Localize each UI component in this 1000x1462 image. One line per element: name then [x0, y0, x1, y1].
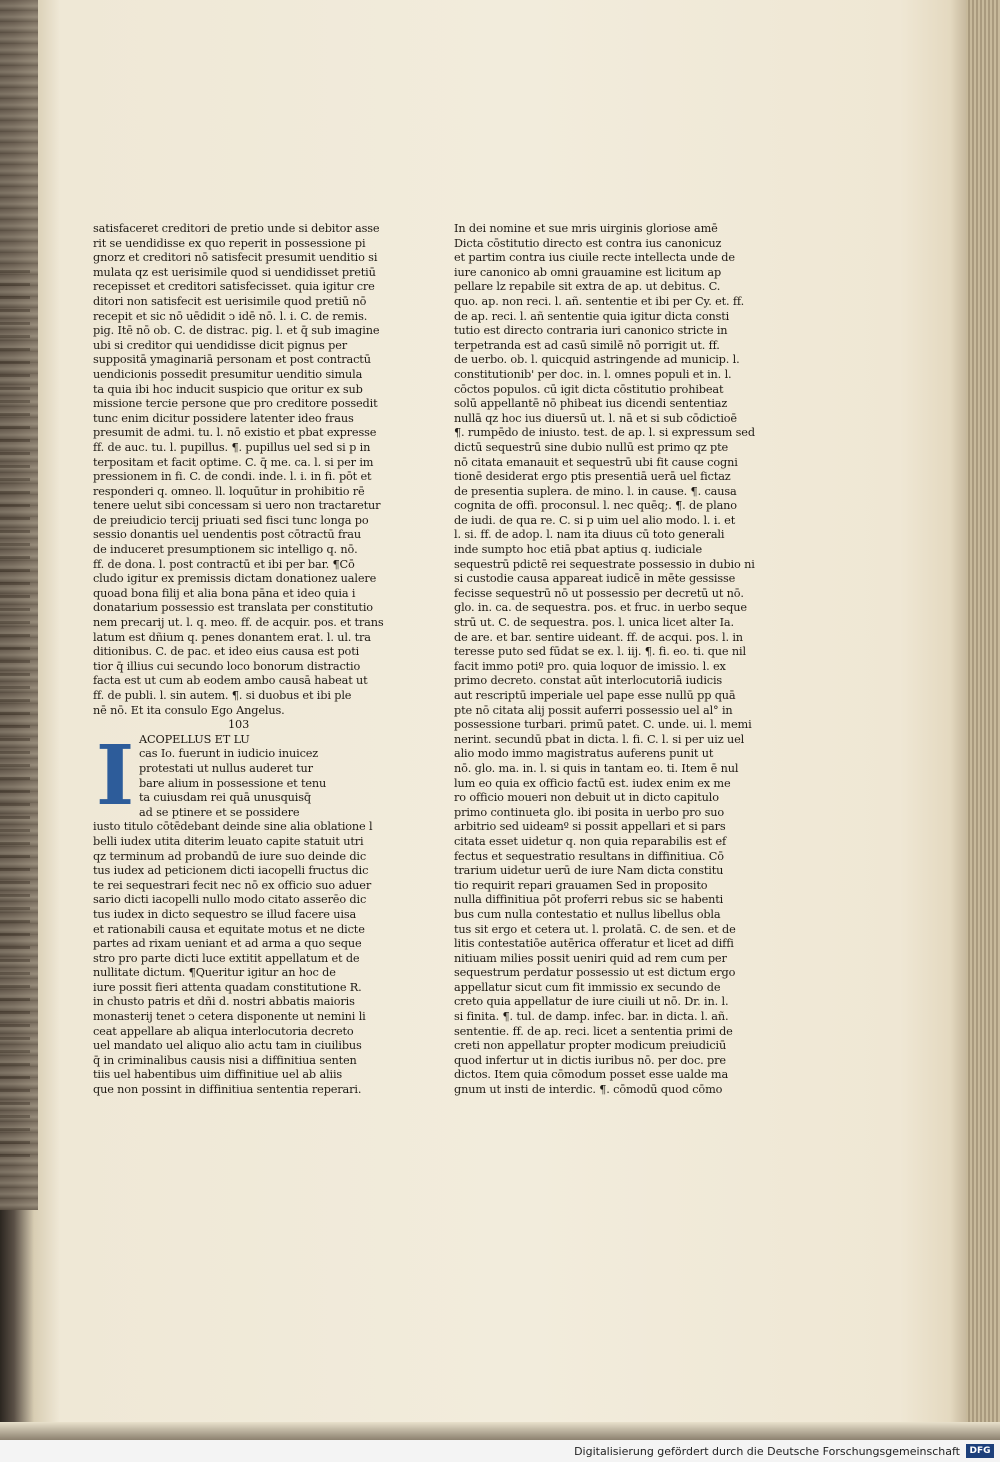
- text-line: nē nō. Et ita consulo Ego Angelus.: [93, 703, 285, 717]
- text-line: gnum ut insti de interdic. ¶. cōmodū quod cōmo: [454, 1083, 723, 1097]
- text-line: litis contestatiōe autērica offeratur et licet ad diffi: [454, 937, 734, 951]
- text-line: latum est dñium q. penes donantem erat. l. ul. tra: [93, 630, 371, 644]
- text-line: quo. ap. non reci. l. añ. sententie et ibi per Cy. et. ff.: [454, 294, 745, 308]
- text-line: stro pro parte dicti luce extitit appellatum et de: [93, 951, 360, 965]
- text-line: protestati ut nullus auderet tur: [139, 761, 313, 775]
- text-line: cludo igitur ex premissis dictam donationez ualere: [93, 572, 377, 586]
- text-line: ditori non satisfecit est uerisimile quod pretiū nō: [93, 294, 367, 308]
- text-line: bare alium in possessione et tenu: [139, 776, 327, 790]
- text-line: de induceret presumptionem sic intelligo q. nō.: [93, 543, 358, 557]
- text-line: nullā qz hoc ius diuersū ut. l. nā et si sub cōdictioē: [454, 411, 737, 425]
- text-line: tionē desiderat ergo ptis presentiā uerā uel fictaz: [454, 470, 731, 484]
- right-text-column: [454, 222, 755, 1098]
- text-line: nerint. secundū pbat in dicta. l. fi. C. l. si per uiz uel: [454, 732, 745, 746]
- dfg-logo: DFG: [966, 1444, 994, 1458]
- left-column-lower-text: [93, 820, 373, 1097]
- text-line: monasterij tenet ↄ cetera disponente ut nemini li: [93, 1010, 366, 1024]
- text-line: facta est ut cum ab eodem ambo causā habeat ut: [93, 674, 368, 688]
- text-line: de uerbo. ob. l. quicquid astringende ad municip. l.: [454, 353, 740, 367]
- text-line: gnorz et creditori nō satisfecit presumit uenditio si: [93, 251, 378, 265]
- text-line: quod infertur ut in dictis iuribus nō. per doc. pre: [454, 1053, 726, 1067]
- text-line: fectus et sequestratio resultans in diffinitiua. Cō: [454, 849, 724, 863]
- text-line: de preiudicio tercij priuati sed fisci tunc longa po: [93, 513, 369, 527]
- text-line: ta quia ibi hoc inducit suspicio que oritur ex sub: [93, 382, 363, 396]
- text-line: et rationabili causa et equitate motus et ne dicte: [93, 922, 365, 936]
- text-line: pte nō citata alij possit auferri possessio uel al° in: [454, 703, 733, 717]
- text-line: mulata qz est uerisimile quod si uendidisset pretiū: [93, 265, 376, 279]
- text-line: ceat appellare ab aliqua interlocutoria decreto: [93, 1024, 354, 1038]
- text-line: dictū sequestrū sine dubio nullū est primo qz pte: [454, 440, 729, 454]
- text-line: te rei sequestrari fecit nec nō ex officio suo aduer: [93, 878, 372, 892]
- text-line: facit immo potiº pro. quia loquor de imissio. l. ex: [454, 659, 726, 673]
- text-line: qz terminum ad probandū de iure suo deinde dic: [93, 849, 367, 863]
- text-line: cōctos populos. cū igit dicta cōstitutio prohibeat: [454, 382, 724, 396]
- text-line: ¶. rumpēdo de iniusto. test. de ap. l. si expressum sed: [454, 426, 755, 440]
- text-line: teresse puto sed fūdat se ex. l. iij. ¶. fi. eo. ti. que nil: [454, 645, 746, 659]
- text-line: ta cuiusdam rei quā unusquisq̄: [139, 791, 311, 805]
- text-line: glo. in. ca. de sequestra. pos. et fruc. in uerbo seque: [454, 601, 747, 615]
- footer-bar: [0, 1440, 1000, 1462]
- text-line: pressionem in fi. C. de condi. inde. l. i. in fi. pōt et: [93, 470, 372, 484]
- facing-page-bleed: [0, 260, 30, 1160]
- text-line: uendicionis possedit presumitur uenditio simula: [93, 367, 363, 381]
- text-line: terpositam et facit optime. C. q̄ me. ca. l. si per im: [93, 455, 374, 469]
- text-line: nulla diffinitiua pōt proferri rebus sic se habenti: [454, 893, 724, 907]
- text-line: et partim contra ius ciuile recte intellecta unde de: [454, 251, 735, 265]
- text-line: ditionibus. C. de pac. et ideo eius causa est poti: [93, 645, 360, 659]
- text-line: dictos. Item quia cōmodum posset esse ualde ma: [454, 1068, 729, 1082]
- text-line: de iudi. de qua re. C. si p uim uel alio modo. l. i. et: [454, 513, 736, 527]
- text-line: sequestrū pdictē rei sequestrate possessio in dubio ni: [454, 557, 755, 571]
- text-line: nem precarij ut. l. q. meo. ff. de acquir. pos. et trans: [93, 616, 384, 630]
- text-line: nō. glo. ma. in. l. si quis in tantam eo. ti. Item ē nul: [454, 761, 739, 775]
- text-line: satisfaceret creditori de pretio unde si debitor asse: [93, 222, 380, 235]
- text-line: ff. de dona. l. post contractū et ibi per bar. ¶Cō: [93, 557, 355, 571]
- text-line: aut rescriptū imperiale uel pape esse nullū pp quā: [454, 689, 736, 702]
- text-line: primo continueta glo. ibi posita in uerbo pro suo: [454, 805, 725, 819]
- text-line: cognita de offi. proconsul. l. nec quēq;. ¶. de plano: [454, 499, 737, 513]
- text-line: que non possint in diffinitiua sententia reperari.: [93, 1083, 362, 1097]
- text-line: sequestrum perdatur possessio ut est dictum ergo: [454, 966, 736, 980]
- text-line: sessio donantis uel uendentis post cōtractū frau: [93, 528, 361, 542]
- text-line: donatarium possessio est translata per constitutio: [93, 601, 373, 615]
- text-line: sario dicti iacopelli nullo modo citato asserēo dic: [93, 893, 367, 907]
- text-line: pig. Itē nō ob. C. de distrac. pig. l. et q̄ sub imagine: [93, 324, 380, 338]
- text-line: tutio est directo contraria iuri canonico stricte in: [454, 324, 728, 338]
- text-line: partes ad rixam ueniant et ad arma a quo seque: [93, 937, 362, 951]
- right-column-text: [454, 222, 755, 1098]
- right-page-stack: [966, 0, 1000, 1440]
- text-line: alio modo immo magistratus auferens punit ut: [454, 747, 714, 761]
- decorated-initial: I: [95, 727, 135, 824]
- text-line: ff. de auc. tu. l. pupillus. ¶. pupillus uel sed si p in: [93, 440, 371, 454]
- text-line: In dei nomine et sue mris uirginis gloriose amē: [454, 222, 718, 235]
- text-line: recepisset et creditori satisfecisset. quia igitur cre: [93, 280, 375, 294]
- text-line: tus iudex in dicto sequestro se illud facere uisa: [93, 907, 357, 921]
- text-line: ad se ptinere et se possidere: [139, 805, 300, 819]
- text-line: bus cum nulla contestatio et nullus libellus obla: [454, 907, 721, 921]
- text-line: presumit de admi. tu. l. nō existio et pbat expresse: [93, 426, 377, 440]
- text-line: tus iudex ad peticionem dicti iacopelli fructus dic: [93, 864, 369, 878]
- text-line: cas Io. fuerunt in iudicio inuicez: [139, 747, 319, 761]
- text-line: nō citata emanauit et sequestrū ubi fit cause cogni: [454, 455, 738, 469]
- text-line: Dicta cōstitutio directo est contra ius canonicuz: [454, 236, 722, 250]
- text-line: recepit et sic nō uēdidit ↄ idē nō. l. i. C. de remis.: [93, 309, 368, 323]
- text-line: citata esset uidetur q. non quia reparabilis est ef: [454, 834, 727, 848]
- text-line: iure canonico ab omni grauamine est licitum ap: [454, 265, 722, 279]
- text-line: strū ut. C. de sequestra. pos. l. unica licet alter Ia.: [454, 616, 734, 630]
- page-bottom-edge: [0, 1422, 1000, 1440]
- text-line: quoad bona filij et alia bona pāna et ideo quia i: [93, 586, 356, 600]
- text-line: tus sit ergo et cetera ut. l. prolatā. C. de sen. et de: [454, 922, 736, 936]
- text-line: nullitate dictum. ¶Queritur igitur an hoc de: [93, 966, 336, 980]
- text-line: tenere uelut sibi concessam si uero non tractaretur: [93, 499, 381, 513]
- text-line: uel mandato uel aliquo alio actu tam in ciuilibus: [93, 1039, 362, 1053]
- text-line: iure possit fieri attenta quadam constitutione R.: [93, 980, 362, 994]
- text-line: si finita. ¶. tul. de damp. infec. bar. in dicta. l. añ.: [454, 1010, 729, 1024]
- text-line: trarium uidetur uerū de iure Nam dicta constitu: [454, 864, 724, 878]
- text-line: solū appellantē nō phibeat ius dicendi sententiaz: [454, 397, 728, 411]
- text-line: iusto titulo cōtēdebant deinde sine alia oblatione l: [93, 820, 373, 834]
- text-line: tunc enim dicitur possidere latenter ideo fraus: [93, 411, 354, 425]
- folio-number: 103: [228, 718, 250, 732]
- text-line: de presentia suplera. de mino. l. in cause. ¶. causa: [454, 484, 737, 498]
- left-column-upper-text: [93, 222, 384, 718]
- text-line: ACOPELLUS ET LU: [139, 732, 250, 746]
- text-line: inde sumpto hoc etiā pbat aptius q. iudiciale: [454, 543, 702, 557]
- footer-credit: Digitalisierung gefördert durch die Deutsche Forschungsgemeinschaft: [574, 1445, 960, 1458]
- text-line: tior q̄ illius cui secundo loco bonorum distractio: [93, 659, 361, 673]
- text-line: constitutionib' per doc. in. l. omnes populi et in. l.: [454, 367, 732, 381]
- text-line: primo decreto. constat aūt interlocutoriā iudicis: [454, 674, 723, 688]
- text-line: appellatur sicut cum fit immissio ex secundo de: [454, 980, 721, 994]
- text-line: fecisse sequestrū nō ut possessio per decretū ut nō.: [454, 586, 744, 600]
- text-line: ff. de publi. l. sin autem. ¶. si duobus et ibi ple: [93, 689, 352, 702]
- text-line: creti non appellatur propter modicum preiudiciū: [454, 1039, 727, 1053]
- text-line: de are. et bar. sentire uideant. ff. de acqui. pos. l. in: [454, 630, 743, 644]
- text-line: ubi si creditor qui uendidisse dicit pignus per: [93, 338, 348, 352]
- left-text-column: [93, 222, 384, 1098]
- text-line: pellare lz repabile sit extra de ap. ut debitus. C.: [454, 280, 721, 294]
- text-line: suppositā ymaginariā personam et post contractū: [93, 353, 371, 367]
- text-line: si custodie causa appareat iudicē in mēte gessisse: [454, 572, 736, 586]
- text-line: ro officio moueri non debuit ut in dicto capitulo: [454, 791, 719, 805]
- text-line: q̄ in criminalibus causis nisi a diffinitiua senten: [93, 1053, 357, 1067]
- text-line: possessione turbari. primū patet. C. unde. ui. l. memi: [454, 718, 752, 732]
- text-line: nitiuam milies possit ueniri quid ad rem cum per: [454, 951, 727, 965]
- text-line: terpetranda est ad casū similē nō porrigit ut. ff.: [454, 338, 720, 352]
- text-line: de ap. reci. l. añ sententie quia igitur dicta consti: [454, 309, 730, 323]
- text-line: missione tercie persone que pro creditore possedit: [93, 397, 378, 411]
- text-line: sententie. ff. de ap. reci. licet a sententia primi de: [454, 1024, 733, 1038]
- text-line: in chusto patris et dñi d. nostri abbatis maioris: [93, 995, 355, 1009]
- text-line: tio requirit repari grauamen Sed in proposito: [454, 878, 708, 892]
- text-line: rit se uendidisse ex quo reperit in possessione pi: [93, 236, 366, 250]
- text-line: belli iudex utita diterim leuato capite statuit utri: [93, 834, 364, 848]
- text-line: creto quia appellatur de iure ciuili ut nō. Dr. in. l.: [454, 995, 729, 1009]
- text-line: lum eo quia ex officio factū est. iudex enim ex me: [454, 776, 731, 790]
- text-line: l. si. ff. de adop. l. nam ita diuus cū toto generali: [454, 528, 725, 542]
- text-line: responderi q. omneo. ll. loquūtur in prohibitio rē: [93, 484, 365, 498]
- text-line: tiis uel habentibus uim diffinitiue uel ab aliis: [93, 1068, 343, 1082]
- text-line: arbitrio sed uideamº si possit appellari et si pars: [454, 820, 726, 834]
